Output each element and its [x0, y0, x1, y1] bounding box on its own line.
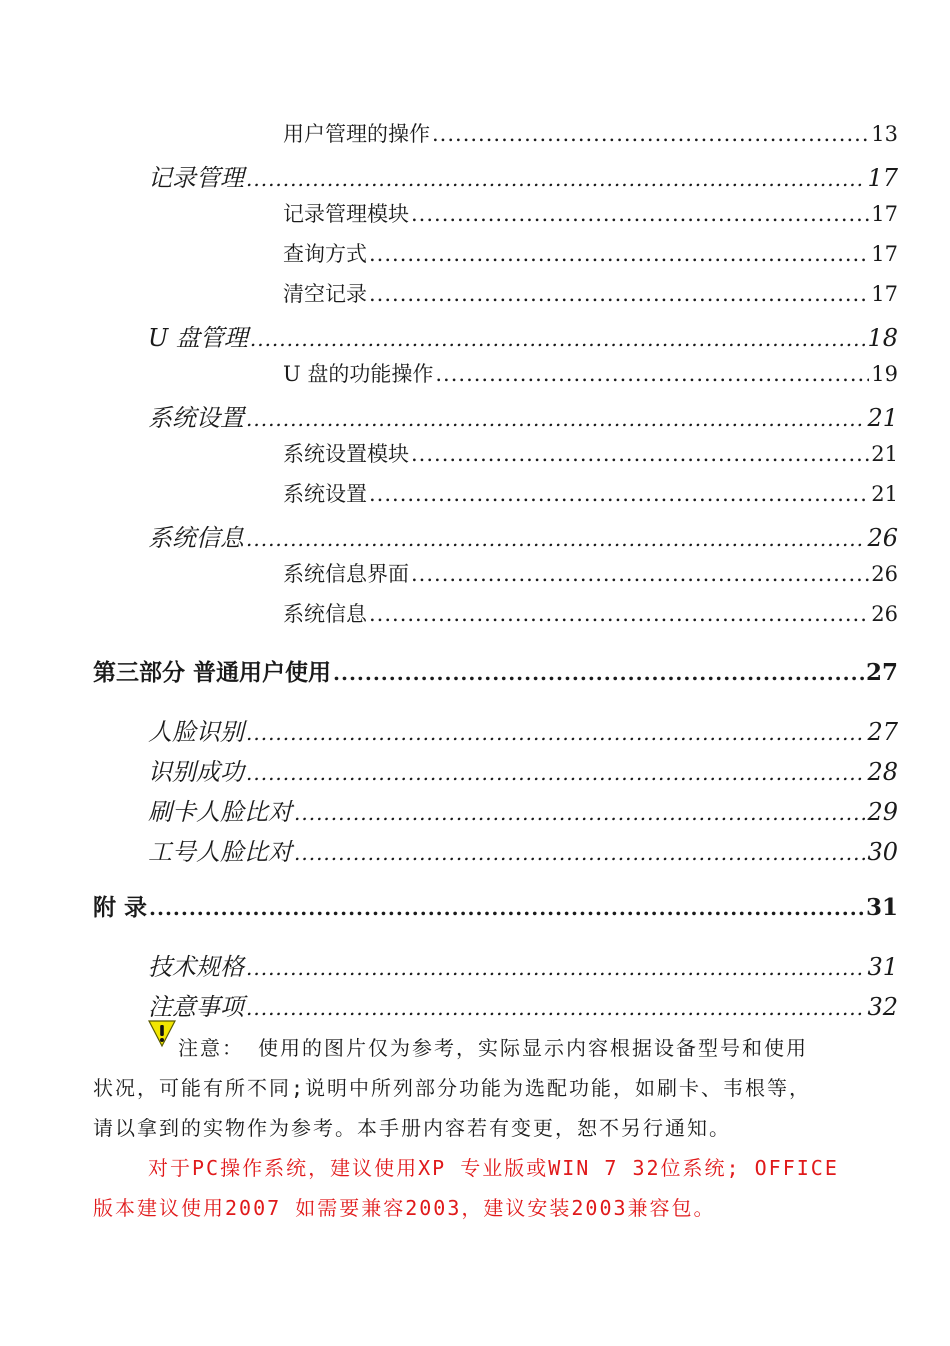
toc-entry-title: 技术规格 — [148, 953, 244, 981]
toc-entry-page: 17 — [871, 282, 898, 306]
toc-leader-dots — [294, 841, 865, 865]
system-note-line-2: 版本建议使用2007 如需要兼容2003，建议安装2003兼容包。 — [93, 1196, 716, 1220]
toc-entry — [148, 398, 898, 433]
toc-entry-page: 17 — [871, 202, 898, 226]
toc-entry-title: 记录管理 — [148, 164, 244, 192]
toc-entry — [148, 987, 898, 1022]
toc-entry-page: 18 — [867, 324, 898, 352]
toc-leader-dots — [369, 242, 869, 266]
toc-leader-dots — [246, 407, 865, 431]
system-note-line-1: 对于PC操作系统，建议使用XP 专业版或WIN 7 32位系统; OFFICE — [148, 1156, 839, 1180]
toc-entry-page: 31 — [867, 953, 898, 981]
toc-entry-title: 人脸识别 — [148, 718, 244, 746]
toc-entry-page: 30 — [867, 838, 898, 866]
toc-entry — [148, 947, 898, 982]
toc-entry — [283, 438, 898, 468]
toc-entry-page: 21 — [871, 442, 898, 466]
toc-entry — [148, 792, 898, 827]
notice-line-1: 注意： 使用的图片仅为参考，实际显示内容根据设备型号和使用 — [178, 1036, 809, 1060]
toc-entry-page: 17 — [871, 242, 898, 266]
toc-entry-title: U 盘管理 — [148, 324, 248, 352]
toc-leader-dots — [246, 721, 865, 745]
toc-leader-dots — [369, 282, 869, 306]
toc-entry-title: 刷卡人脸比对 — [148, 798, 292, 826]
toc-entry-page: 27 — [865, 659, 898, 686]
toc-entry-title: 系统信息界面 — [283, 562, 409, 586]
toc-leader-dots — [333, 661, 864, 685]
toc-entry-page: 26 — [871, 602, 898, 626]
toc-entry-page: 21 — [867, 404, 898, 432]
toc-entry-page: 19 — [871, 362, 898, 386]
toc-entry-title: 注意事项 — [148, 993, 244, 1021]
toc-entry-title: 系统设置 — [148, 404, 244, 432]
toc-entry — [93, 654, 898, 687]
toc-entry — [283, 558, 898, 588]
toc-leader-dots — [369, 602, 869, 626]
toc-entry-title: 工号人脸比对 — [148, 838, 292, 866]
toc-leader-dots — [246, 527, 865, 551]
toc-entry — [283, 278, 898, 308]
toc-entry — [148, 518, 898, 553]
toc-leader-dots — [246, 996, 865, 1020]
toc-leader-dots — [149, 896, 864, 920]
toc-leader-dots — [411, 562, 869, 586]
toc-leader-dots — [369, 482, 869, 506]
toc-leader-dots — [246, 761, 865, 785]
toc-entry-page: 21 — [871, 482, 898, 506]
toc-entry-title: 系统设置 — [283, 482, 367, 506]
toc-entry — [283, 598, 898, 628]
toc-entry-page: 26 — [867, 524, 898, 552]
toc-entry-title: 第三部分 普通用户使用 — [93, 659, 332, 686]
toc-leader-dots — [294, 801, 865, 825]
toc-entry-title: 系统信息 — [283, 602, 367, 626]
toc-leader-dots — [250, 327, 866, 351]
toc-entry-page: 17 — [867, 164, 898, 192]
toc-entry-page: 13 — [871, 122, 898, 146]
toc-entry-page: 26 — [871, 562, 898, 586]
toc-entry — [283, 238, 898, 268]
toc-leader-dots — [246, 167, 865, 191]
toc-entry-page: 31 — [865, 894, 898, 921]
toc-leader-dots — [432, 122, 869, 146]
toc-entry — [148, 318, 898, 353]
notice-line-3: 请以拿到的实物作为参考。本手册内容若有变更，恕不另行通知。 — [93, 1116, 731, 1140]
toc-entry — [283, 198, 898, 228]
toc-entry-title: 附 录 — [93, 894, 148, 921]
toc-entry-title: 系统设置模块 — [283, 442, 409, 466]
notice-line-2: 状况，可能有所不同;说明中所列部分功能为选配功能，如刷卡、韦根等， — [93, 1076, 812, 1100]
toc-entry — [283, 118, 898, 148]
toc-entry-title: 查询方式 — [283, 242, 367, 266]
toc-entry-title: U 盘的功能操作 — [283, 362, 434, 386]
toc-entry-title: 清空记录 — [283, 282, 367, 306]
toc-entry-page: 29 — [867, 798, 898, 826]
toc-entry-title: 用户管理的操作 — [283, 122, 430, 146]
toc-entry-page: 32 — [867, 993, 898, 1021]
toc-leader-dots — [411, 442, 869, 466]
toc-entry-title: 识别成功 — [148, 758, 244, 786]
toc-entry — [148, 712, 898, 747]
warning-icon — [147, 1018, 177, 1048]
toc-leader-dots — [246, 956, 865, 980]
toc-entry-page: 27 — [867, 718, 898, 746]
toc-entry-title: 系统信息 — [148, 524, 244, 552]
toc-entry — [283, 358, 898, 388]
toc-entry — [148, 752, 898, 787]
toc-entry-page: 28 — [867, 758, 898, 786]
toc-entry — [148, 832, 898, 867]
toc-leader-dots — [411, 202, 869, 226]
toc-leader-dots — [435, 362, 869, 386]
toc-entry — [93, 889, 898, 922]
toc-entry-title: 记录管理模块 — [283, 202, 409, 226]
toc-entry — [148, 158, 898, 193]
toc-entry — [283, 478, 898, 508]
